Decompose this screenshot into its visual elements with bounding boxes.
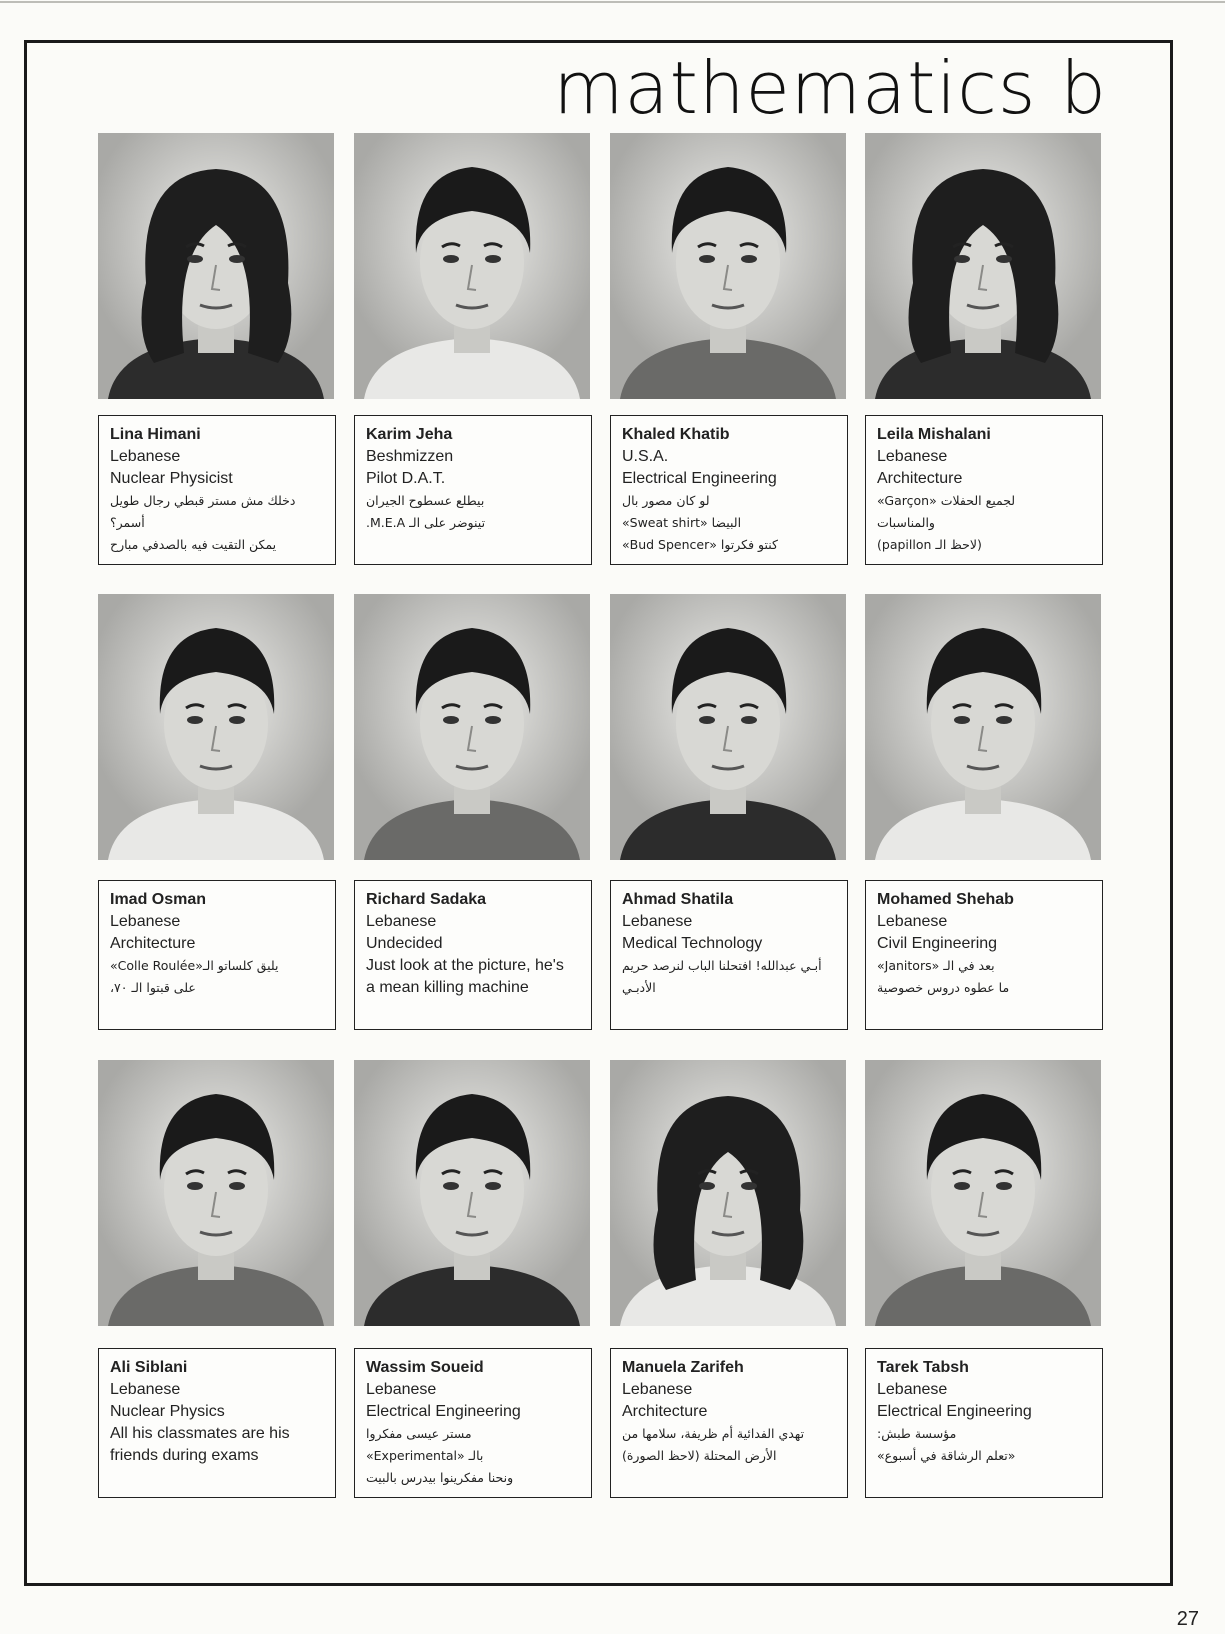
student-nationality: Lebanese	[877, 1381, 948, 1398]
page-number: 27	[1176, 1608, 1199, 1630]
student-quote-line: ما عطوه دروس خصوصية	[877, 980, 1010, 995]
student-nationality: Lebanese	[366, 913, 437, 930]
student-photo	[865, 1060, 1101, 1326]
student-major: Pilot D.A.T.	[366, 470, 446, 487]
student-name: Richard Sadaka	[366, 891, 487, 908]
student-name: Leila Mishalani	[877, 426, 991, 443]
student-photo	[610, 1060, 846, 1326]
student-quote-line: مستر عيسى مفكروا	[366, 1426, 472, 1441]
student-card	[354, 1348, 592, 1498]
student-card	[865, 1348, 1103, 1498]
student-nationality: Lebanese	[366, 1381, 437, 1398]
student-major: Electrical Engineering	[622, 470, 777, 487]
student-major: Architecture	[622, 1403, 708, 1420]
student-quote-line: كنتو فكرتوا «Bud Spencer»	[622, 537, 778, 552]
student-quote-line: «تعلم الرشاقة في أسبوع»	[877, 1448, 1016, 1463]
student-major: Architecture	[877, 470, 963, 487]
student-card	[610, 880, 848, 1030]
page-title: mathematics b	[553, 46, 1107, 130]
student-name: Imad Osman	[110, 891, 207, 908]
student-nationality: Lebanese	[622, 913, 693, 930]
student-quote-line: الأرض المحتلة (لاحظ الصورة)	[622, 1448, 777, 1463]
student-photo	[354, 133, 590, 399]
student-photo	[98, 594, 334, 860]
student-nationality: Beshmizzen	[366, 448, 454, 465]
student-name: Mohamed Shehab	[877, 891, 1014, 908]
student-name: Karim Jeha	[366, 426, 453, 443]
student-major: Electrical Engineering	[366, 1403, 521, 1420]
student-photo	[98, 1060, 334, 1326]
student-major: Architecture	[110, 935, 196, 952]
student-card	[610, 415, 848, 565]
student-quote-line: على قبتوا الـ ٧٠،	[110, 980, 196, 995]
student-card	[354, 880, 592, 1030]
student-photo	[610, 594, 846, 860]
student-quote-line: بيطلع عسطوح الجيران	[366, 493, 485, 508]
student-quote-line: ونحنا مفكرينوا بيدرس بالبيت	[366, 1470, 514, 1485]
student-card	[98, 880, 336, 1030]
student-nationality: Lebanese	[622, 1381, 693, 1398]
student-nationality: Lebanese	[110, 1381, 181, 1398]
student-quote-line: يمكن التقيت فيه بالصدفي مبارح	[110, 537, 277, 552]
student-quote-line: بالـ «Experimental»	[366, 1448, 484, 1463]
student-quote-line: والمناسبات	[877, 515, 935, 530]
student-photo	[354, 594, 590, 860]
student-nationality: Lebanese	[877, 448, 948, 465]
student-quote-line: أبـي عبدالله! افتحلنا الباب لنرصد حريم	[622, 958, 822, 973]
student-quote-line: لو كان مصور بال	[622, 493, 710, 508]
student-photo	[98, 133, 334, 399]
student-nationality: U.S.A.	[622, 448, 669, 465]
student-quote-line: تينوضر على الـ M.E.A.	[366, 515, 486, 530]
student-major: Nuclear Physics	[110, 1403, 225, 1420]
student-quote-line: All his classmates are his	[110, 1425, 290, 1442]
student-quote-line: تهدي الفدائية أم ظريفة، سلامها من	[622, 1426, 805, 1441]
student-card	[865, 415, 1103, 565]
student-quote-line: أسمر؟	[110, 515, 145, 530]
student-card	[610, 1348, 848, 1498]
student-card	[98, 415, 336, 565]
student-quote-line: (لاحظ الـ papillon)	[877, 537, 982, 552]
student-card	[354, 415, 592, 565]
student-card	[98, 1348, 336, 1498]
student-quote-line: دخلك مش مستر قبطي رجال طويل	[110, 493, 296, 508]
student-name: Ali Siblani	[110, 1359, 188, 1376]
student-name: Lina Himani	[110, 426, 201, 443]
student-major: Medical Technology	[622, 935, 763, 952]
student-quote-line: a mean killing machine	[366, 979, 529, 996]
student-quote-line: بعد في الـ «Janitors»	[877, 958, 995, 973]
student-quote-line: مؤسسة طبش:	[877, 1426, 957, 1441]
student-nationality: Lebanese	[877, 913, 948, 930]
student-name: Wassim Soueid	[366, 1359, 484, 1376]
student-major: Electrical Engineering	[877, 1403, 1032, 1420]
student-nationality: Lebanese	[110, 913, 181, 930]
student-major: Undecided	[366, 935, 443, 952]
student-quote-line: Just look at the picture, he's	[366, 957, 564, 974]
student-quote-line: «Sweat shirt» البيضا	[622, 515, 742, 530]
student-name: Ahmad Shatila	[622, 891, 734, 908]
student-name: Tarek Tabsh	[877, 1359, 969, 1376]
student-card	[865, 880, 1103, 1030]
student-photo	[865, 133, 1101, 399]
student-quote-line: friends during exams	[110, 1447, 259, 1464]
student-quote-line: «Garçon» لجميع الحفلات	[877, 493, 1016, 508]
student-major: Nuclear Physicist	[110, 470, 233, 487]
student-quote-line: يليق كلساتو الـ«Colle Roulée»	[110, 958, 279, 973]
student-major: Civil Engineering	[877, 935, 998, 952]
student-photo	[354, 1060, 590, 1326]
student-nationality: Lebanese	[110, 448, 181, 465]
student-quote-line: الأدبـي	[622, 980, 656, 995]
student-name: Manuela Zarifeh	[622, 1359, 744, 1376]
student-name: Khaled Khatib	[622, 426, 730, 443]
top-rule	[0, 1, 1225, 3]
student-photo	[610, 133, 846, 399]
student-photo	[865, 594, 1101, 860]
